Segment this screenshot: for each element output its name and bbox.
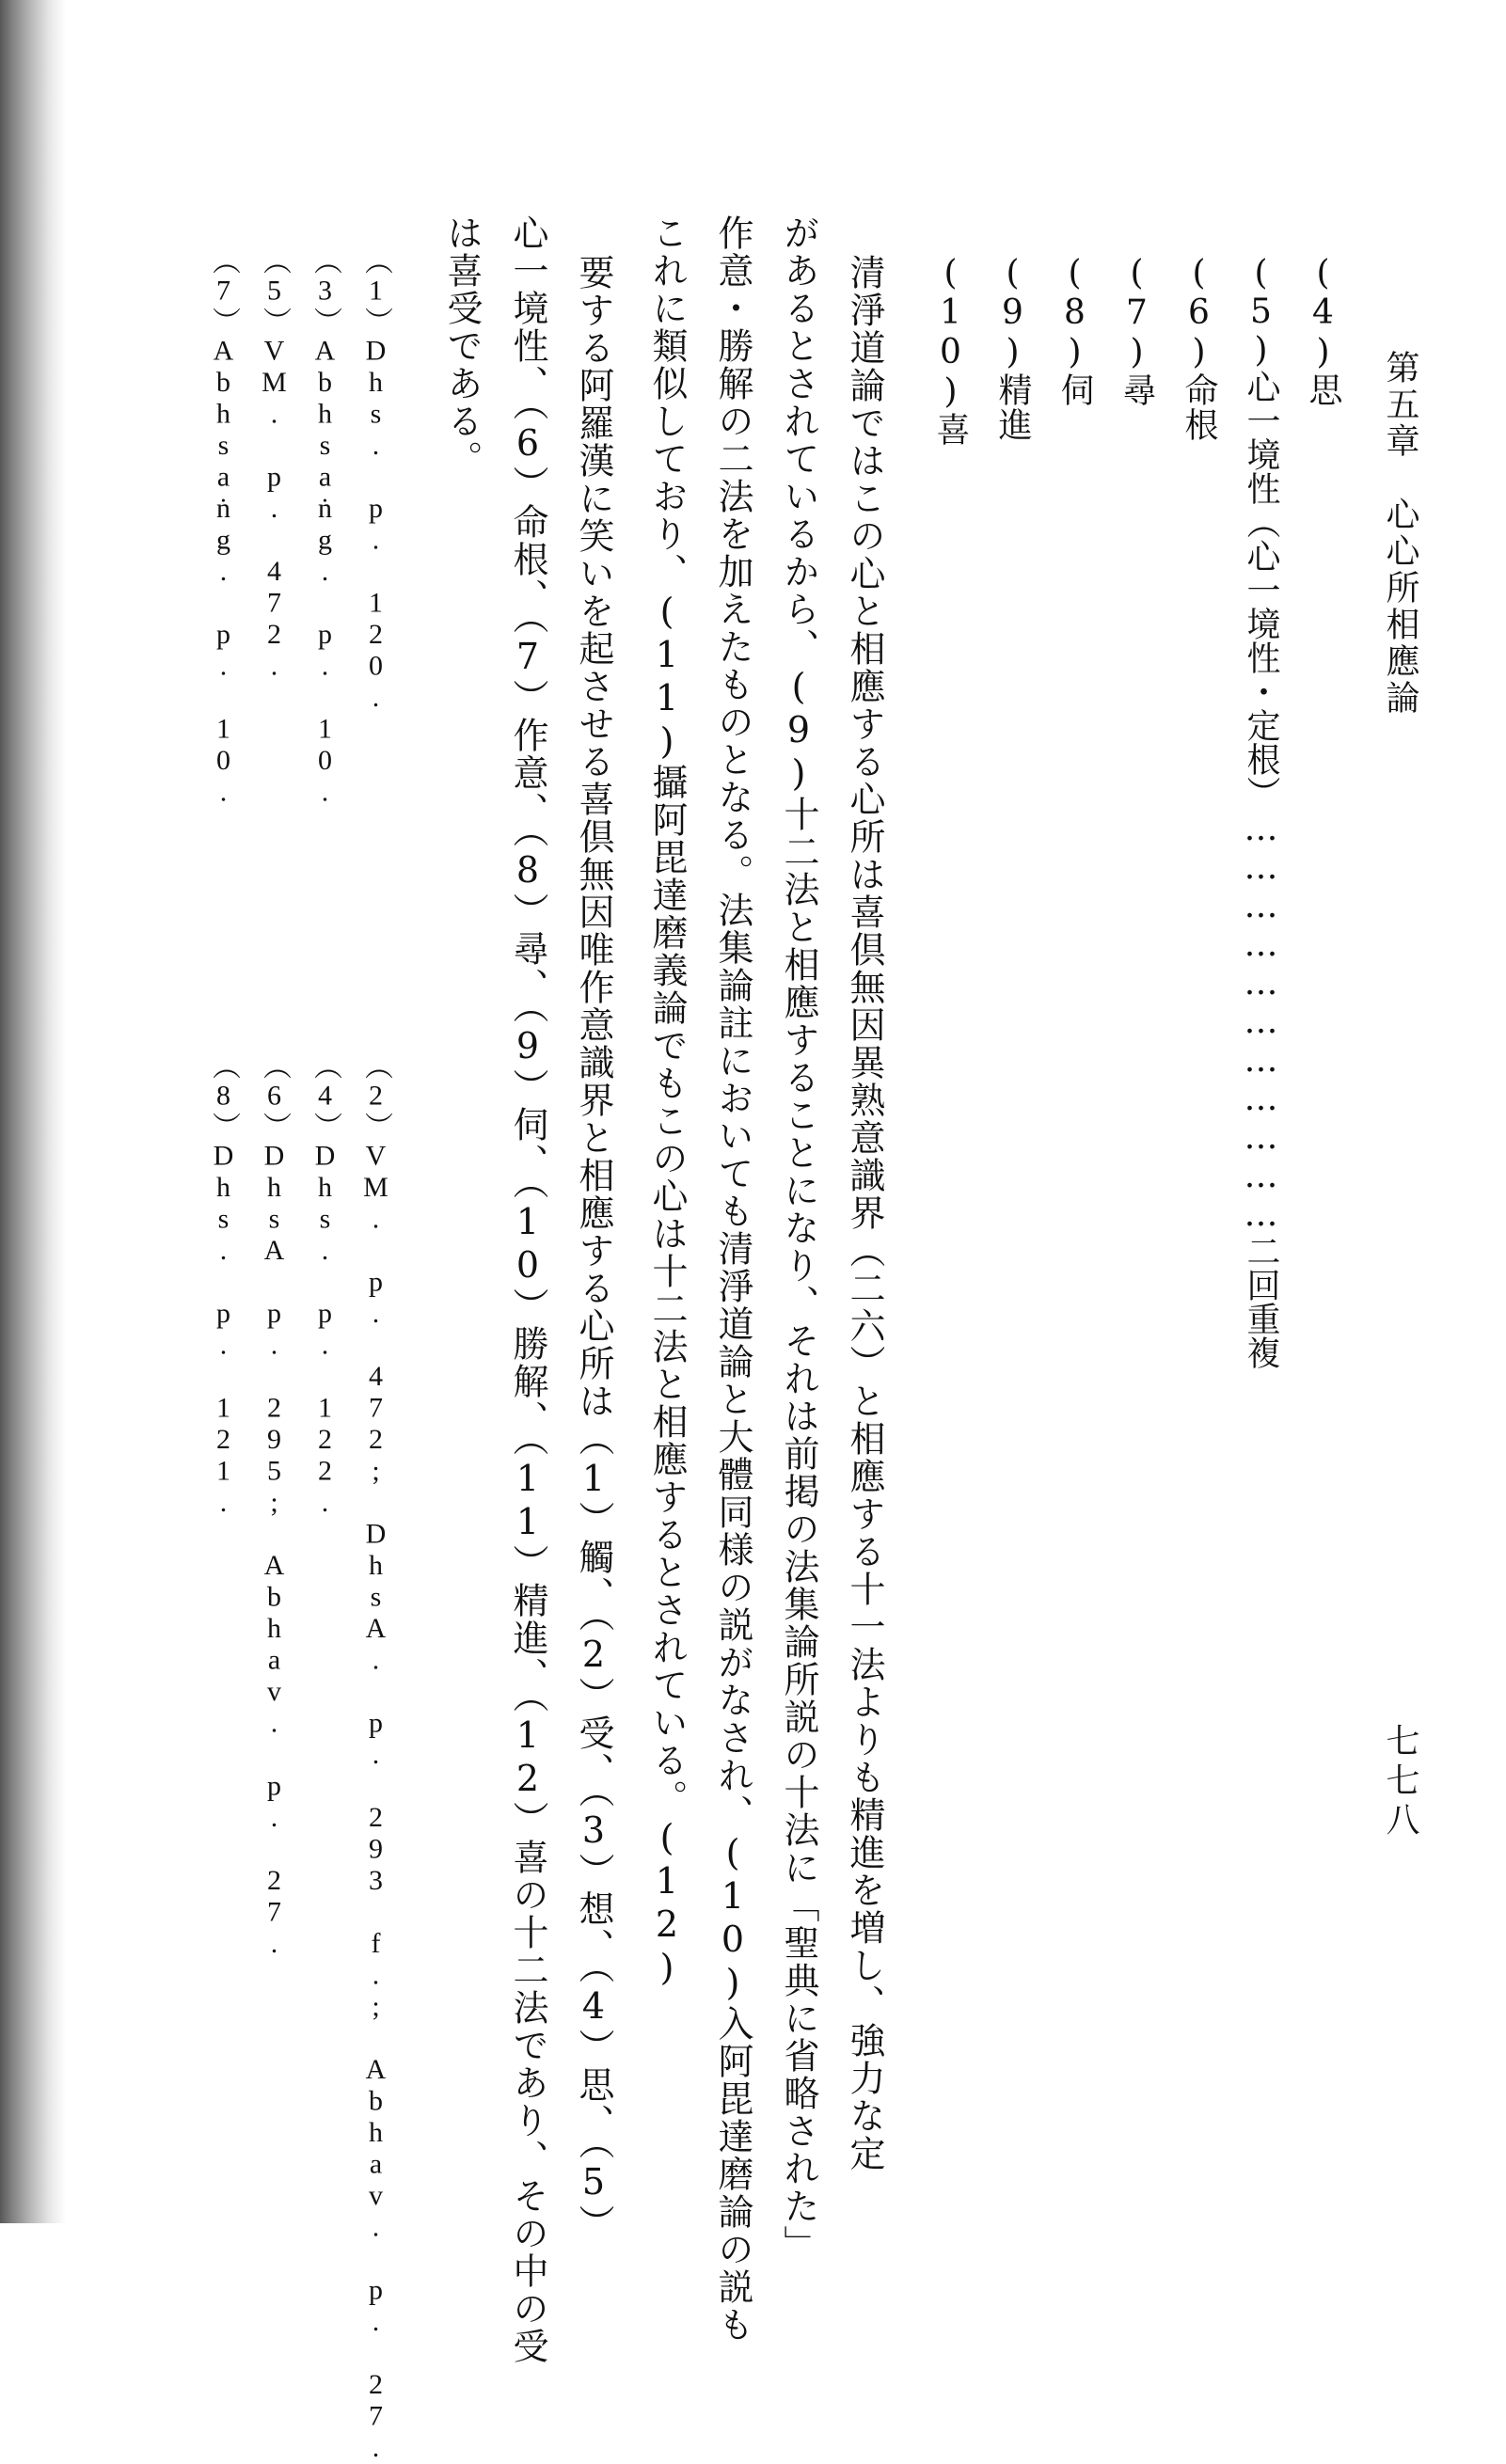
footnote-label: （5）: [259, 246, 290, 336]
paragraph-2-line: 心一境性、（6）命根、（7）作意、（8）尋、（9）伺、（10）勝解、（11）精進、（12）喜の十二法であり、その中の受: [507, 214, 548, 2365]
footnote-8: [209, 1051, 237, 1519]
chapter-header: 第五章 心心所相應論: [1381, 350, 1419, 717]
footnote-text: VM. p. 472; DhsA. p. 293 f.; Abhav. p. 27.: [360, 1140, 391, 2464]
scan-shadow-edge: [0, 0, 66, 2223]
footnote-label: （8）: [208, 1051, 239, 1141]
list-item: (7)尋: [1118, 254, 1156, 407]
footnote-6: [260, 1051, 288, 1960]
paragraph-1-line: があるとされているから、(9)十二法と相應することになり、それは前掲の法集論所説の十法に「聖典に省略された」: [778, 214, 819, 2263]
footnote-label: （7）: [208, 246, 239, 336]
list-item: (10)喜: [931, 254, 970, 447]
footnote-4: [310, 1051, 339, 1519]
paragraph-1-line: 清淨道論ではこの心と相應する心所は喜倶無因異熟意識界（二六）と相應する十一法よりも精進を増し、強力な定: [844, 254, 885, 2172]
footnote-1: [361, 246, 389, 714]
footnote-text: Abhsaṅg. p. 10.: [309, 335, 341, 808]
list-item: (8)伺: [1055, 254, 1094, 407]
paragraph-2-line: は喜受である。: [441, 214, 483, 478]
footnote-text: Dhs. p. 122.: [309, 1140, 341, 1519]
footnote-text: VM. p. 472.: [259, 335, 290, 682]
footnote-7: [209, 246, 237, 808]
footnote-text: Dhs. p. 120.: [360, 335, 391, 714]
paragraph-1-line: 作意・勝解の二法を加えたものとなる。法集論註においても清淨道論と大體同様の説がなされ、(10)入阿毘達磨論の説も: [712, 214, 753, 2344]
footnote-label: （1）: [360, 246, 391, 336]
list-item: (9)精進: [993, 254, 1032, 442]
page-number: 七七八: [1381, 1723, 1419, 1841]
list-item: (6)命根: [1180, 254, 1218, 442]
footnote-label: （2）: [360, 1051, 391, 1141]
paragraph-1-line: これに類似しており、(11)攝阿毘達磨義論でもこの心は十二法と相應するとされている。(12): [646, 214, 688, 1990]
footnote-3: [310, 246, 339, 808]
footnote-text: DhsA p. 295; Abhav. p. 27.: [259, 1140, 290, 1960]
paragraph-2-line: 要する阿羅漢に笑いを起させる喜倶無因唯作意識界と相應する心所は（1）觸、（2）受、（3）想、（4）思、（5）: [573, 254, 614, 2242]
footnote-5: [260, 246, 288, 682]
footnote-2: [361, 1051, 389, 2464]
list-item: (4)思: [1304, 254, 1342, 407]
footnote-label: （3）: [309, 246, 341, 336]
footnote-text: Abhsaṅg. p. 10.: [208, 335, 239, 808]
footnote-label: （6）: [259, 1051, 290, 1141]
footnote-label: （4）: [309, 1051, 341, 1141]
list-item: (5)心一境性（心一境性・定根）……………………………二回重複: [1242, 254, 1280, 1369]
footnote-text: Dhs. p. 121.: [208, 1140, 239, 1519]
